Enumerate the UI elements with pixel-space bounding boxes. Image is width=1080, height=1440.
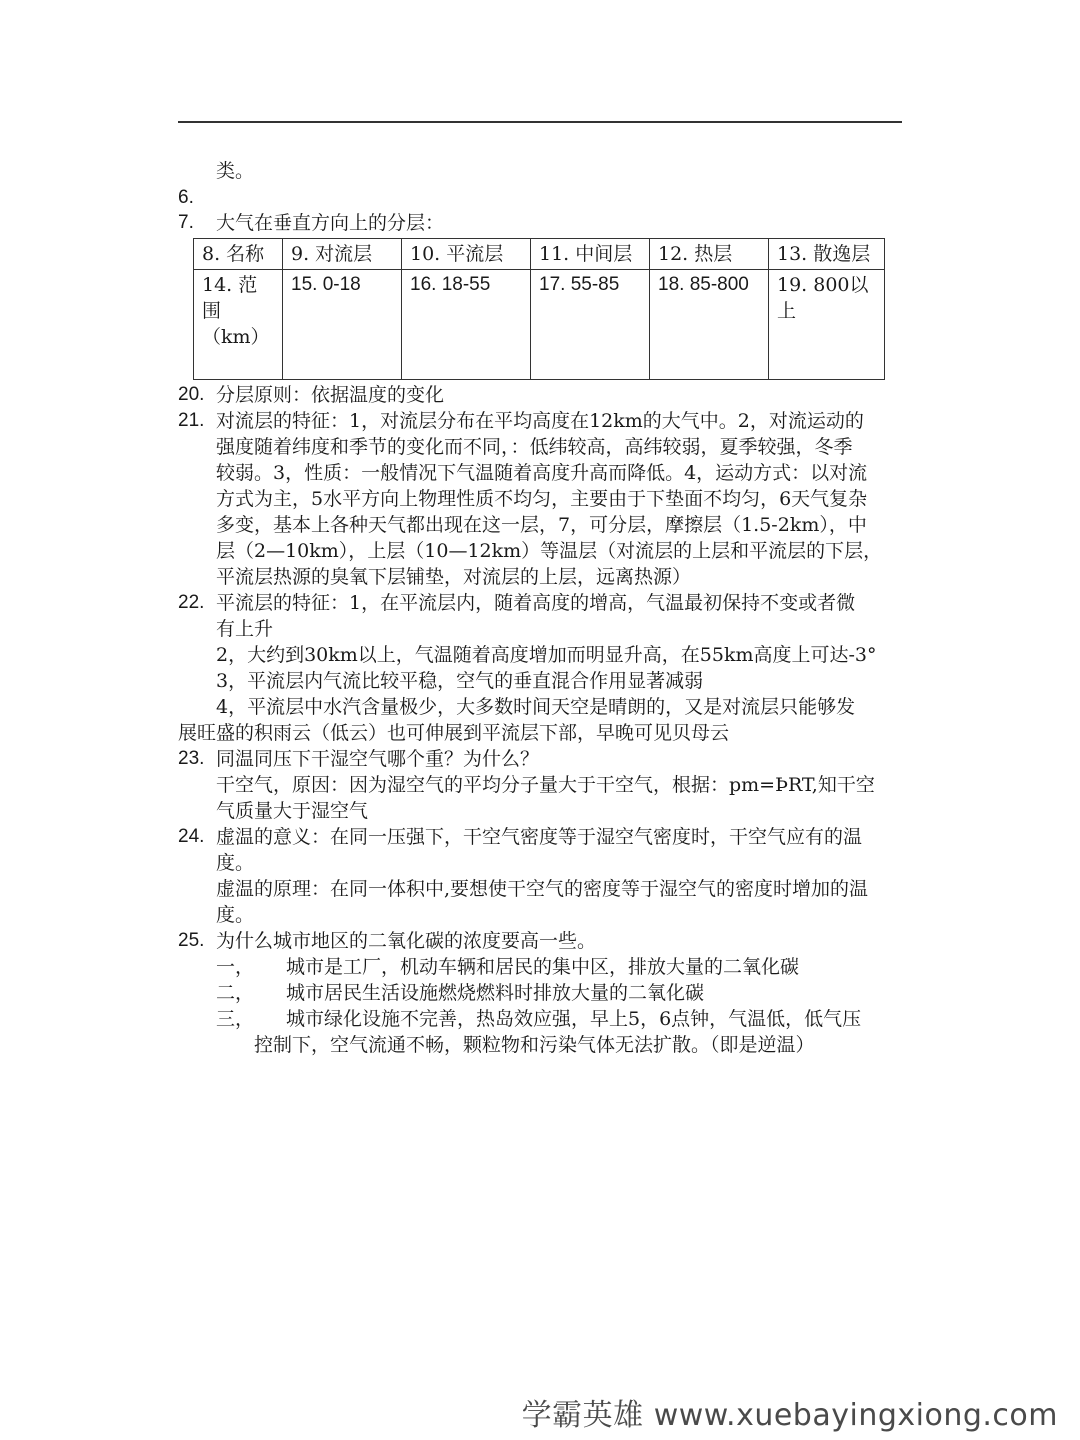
- table-cell: 15. 0-18: [283, 270, 402, 380]
- item-25-point-1: 一， 城市是工厂，机动车辆和居民的集中区，排放大量的二氧化碳: [216, 956, 800, 978]
- document-body: [178, 158, 902, 1058]
- atmosphere-layers-table: [193, 238, 885, 380]
- item-23-answer: 干空气，原因：因为湿空气的平均分子量大于干空气，根据：pm=ÞRT,知干空: [216, 774, 875, 796]
- table-cell: 16. 18-55: [402, 270, 531, 380]
- continued-fragment: 类。: [216, 160, 255, 182]
- item-7: 7. 大气在垂直方向上的分层：: [178, 212, 445, 234]
- item-23: 23. 同温同压下干湿空气哪个重？为什么？: [178, 748, 540, 770]
- item-24-principle-cont: 度。: [216, 904, 255, 926]
- header-rule: [178, 121, 902, 123]
- table-cell: 14. 范围（km）: [194, 270, 283, 380]
- table-cell: 9. 对流层: [283, 239, 402, 270]
- item-24-principle: 虚温的原理：在同一体积中,要想使干空气的密度等于湿空气的密度时增加的温: [216, 878, 869, 900]
- item-22-point-3: 3，平流层内气流比较平稳，空气的垂直混合作用显著减弱: [216, 670, 704, 692]
- item-21: 21. 对流层的特征：1，对流层分布在平均高度在12km的大气中。2，对流运动的 强度随着纬度和季节的变化而不同，：低纬较高，高纬较弱，夏季较强，冬季 较弱。3，性质：一般情况下气温随着高度升高而降低。4，运动方式：以对流 方式为主，5水平方向上物理性质不均匀，主要由于下垫面不均匀，6天气复杂 多变，基本上各种天气都出现在这一层，7，可分层，摩擦层（1.5-2km），中 层（2—10km），上层（10—12km）等温层（对流层的上层和平流层的下层， 平流层热源的臭氧下层铺垫，对流层的上层，远离热源）: [178, 410, 883, 588]
- item-22-point-4: 4，平流层中水汽含量极少，大多数时间天空是晴朗的，又是对流层只能够发: [216, 696, 856, 718]
- table-cell: 8. 名称: [194, 239, 283, 270]
- item-22-point-2: 2，大约到30km以上，气温随着高度增加而明显升高，在55km高度上可达-3°: [216, 644, 877, 666]
- item-22-point-4-cont: 展旺盛的积雨云（低云）也可伸展到平流层下部，早晚可见贝母云: [178, 722, 730, 744]
- table-cell: 17. 55-85: [531, 270, 650, 380]
- item-25: 25. 为什么城市地区的二氧化碳的浓度要高一些。: [178, 930, 597, 952]
- item-22: 22. 平流层的特征：1，在平流层内，随着高度的增高，气温最初保持不变或者微 有上升: [178, 592, 856, 640]
- table-cell: 12. 热层: [650, 239, 769, 270]
- item-23-answer-cont: 气质量大于湿空气: [216, 800, 369, 822]
- item-20: 20. 分层原则：依据温度的变化: [178, 384, 445, 406]
- item-24: 24. 虚温的意义：在同一压强下，干空气密度等于湿空气密度时，干空气应有的温 度。: [178, 826, 863, 874]
- table-cell: 10. 平流层: [402, 239, 531, 270]
- item-6: 6.: [178, 187, 194, 208]
- item-25-point-2: 二， 城市居民生活设施燃烧燃料时排放大量的二氧化碳: [216, 982, 705, 1004]
- table-cell: 13. 散逸层: [769, 239, 885, 270]
- table-row: [194, 270, 885, 380]
- table-header-row: [194, 239, 885, 270]
- table-cell: 11. 中间层: [531, 239, 650, 270]
- footer-watermark: 学霸英雄 www.xuebayingxiong.com: [521, 1398, 1058, 1433]
- item-25-point-3: 三， 城市绿化设施不完善，热岛效应强，早上5，6点钟，气温低，低气压 控制下，空气流通不畅，颗粒物和污染气体无法扩散。（即是逆温）: [216, 1008, 862, 1056]
- table-cell: 18. 85-800: [650, 270, 769, 380]
- table-cell: 19. 800以上: [769, 270, 885, 380]
